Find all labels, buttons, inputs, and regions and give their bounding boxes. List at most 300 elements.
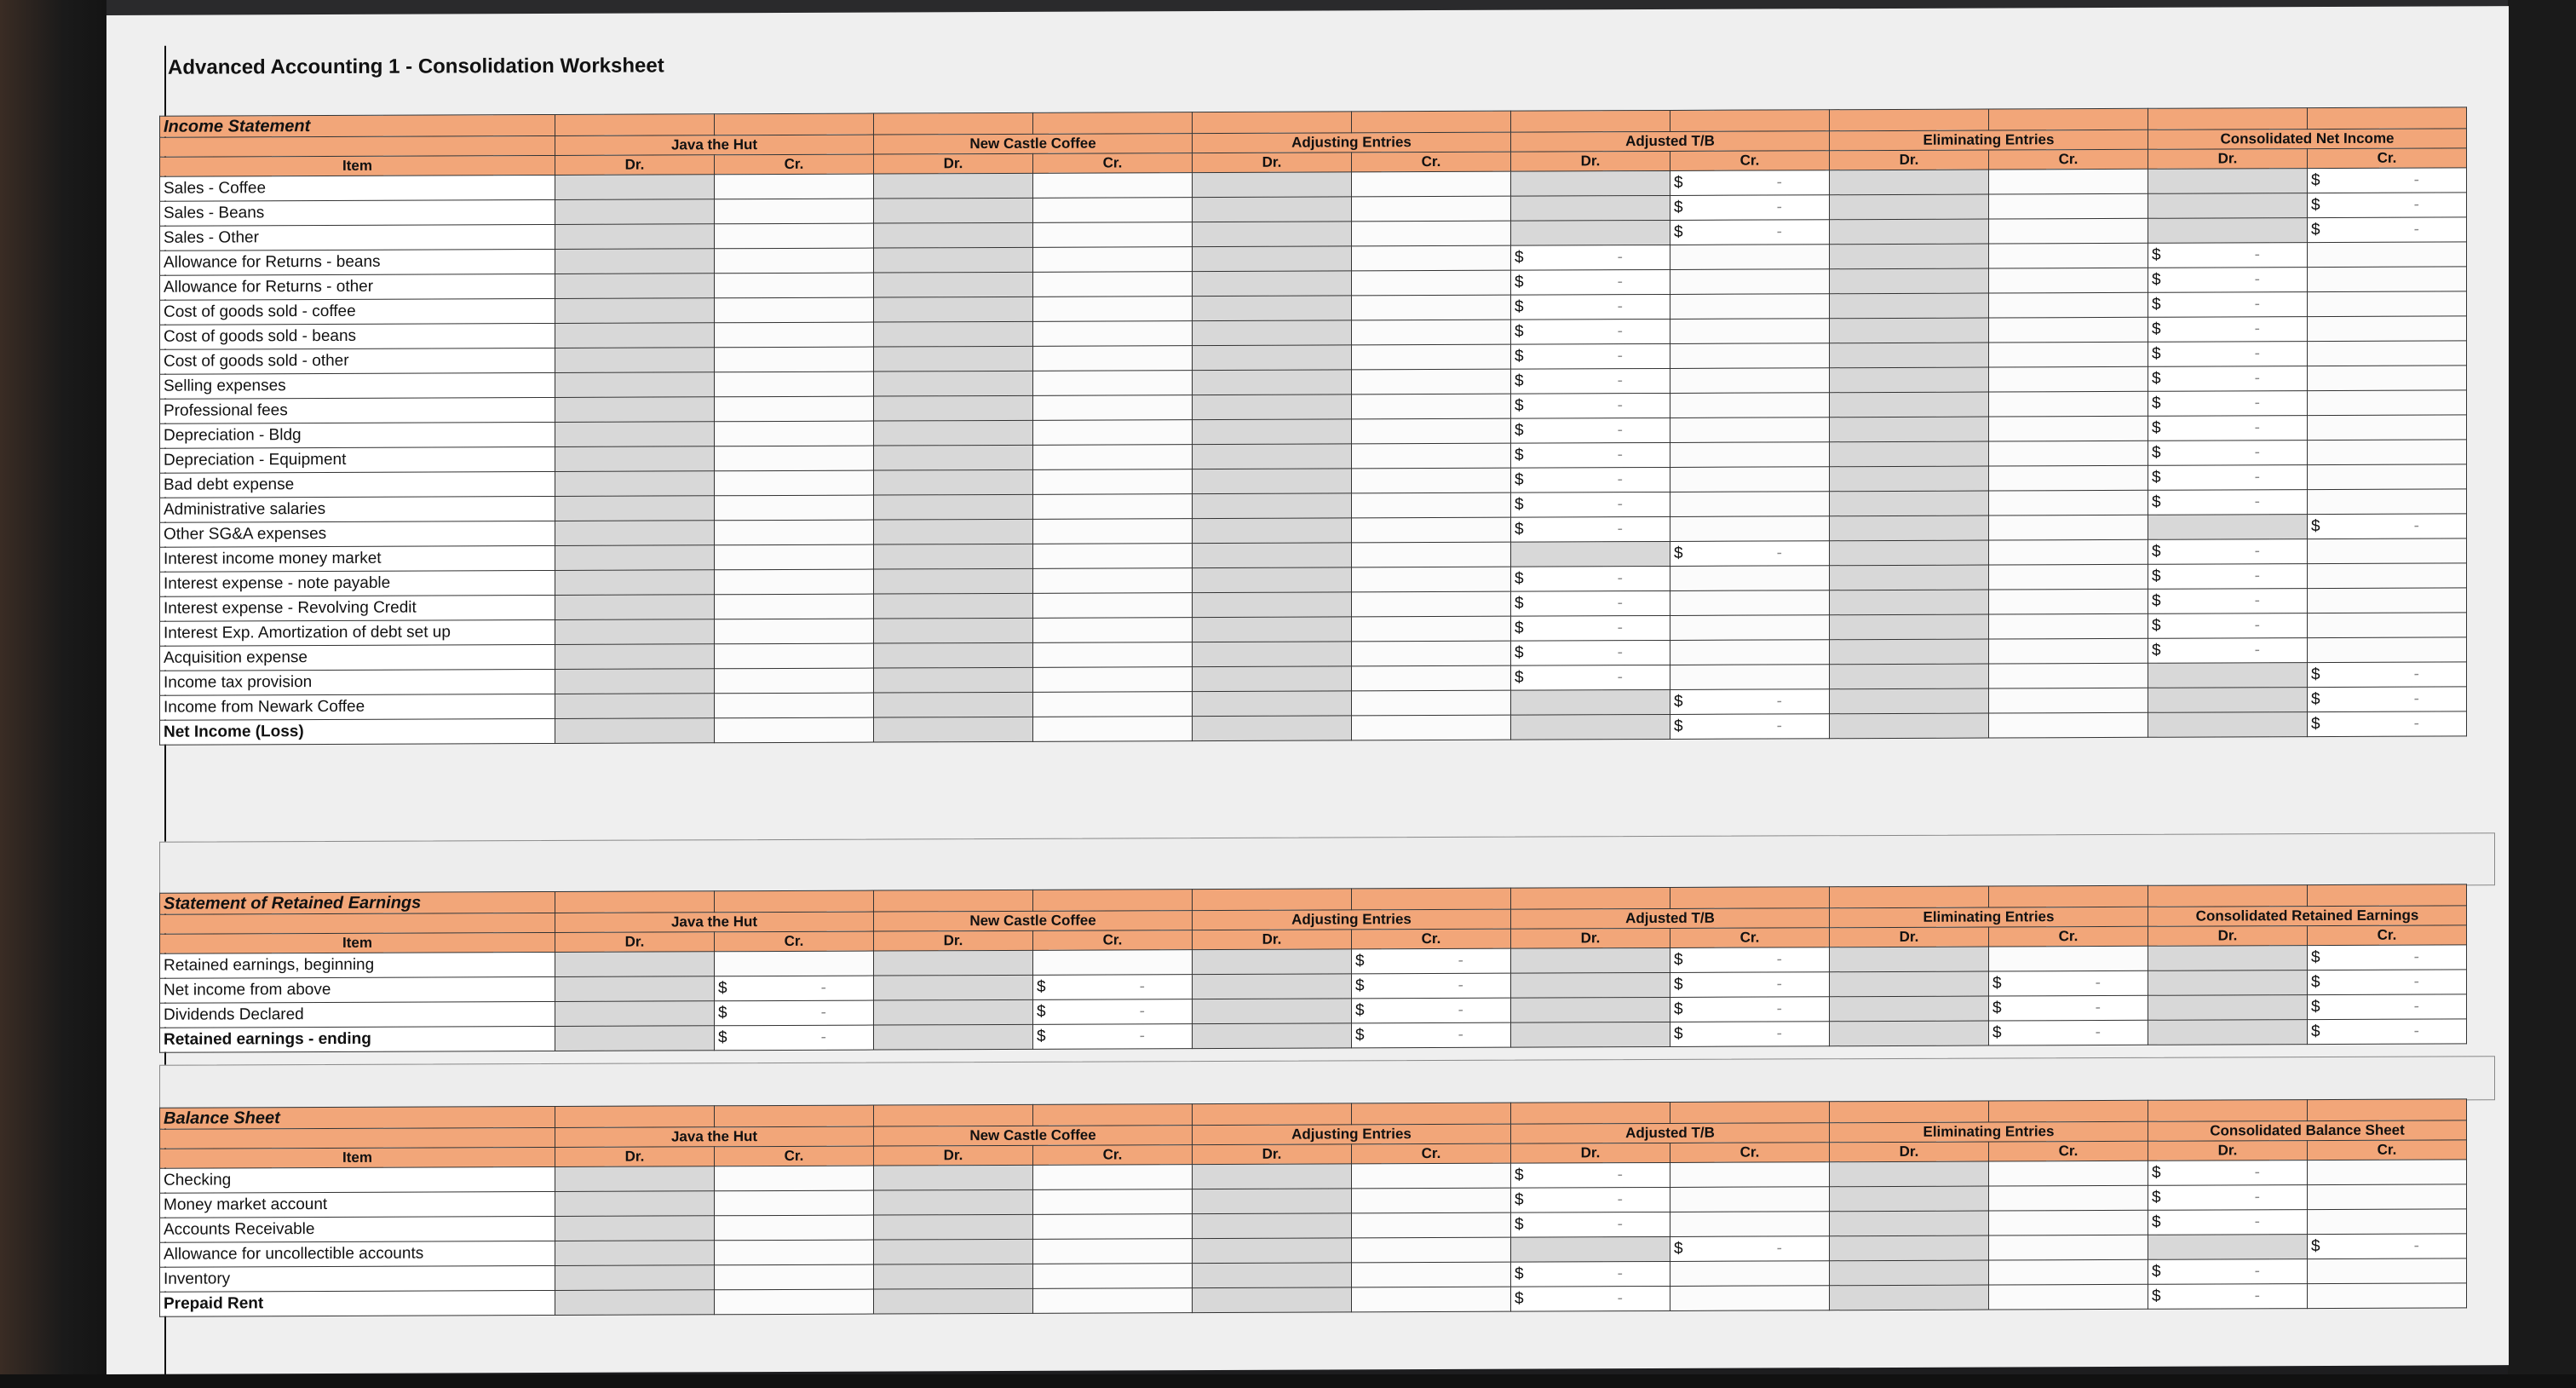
empty-cell[interactable]	[555, 669, 715, 694]
empty-cell[interactable]	[874, 420, 1033, 446]
empty-cell[interactable]	[1033, 222, 1193, 248]
empty-cell[interactable]	[1033, 371, 1193, 396]
empty-cell[interactable]	[2148, 688, 2308, 713]
amount-cell[interactable]	[1511, 467, 1670, 492]
empty-cell[interactable]	[874, 1239, 1033, 1264]
amount-cell[interactable]	[1511, 590, 1670, 616]
empty-cell[interactable]	[874, 975, 1033, 1000]
empty-cell[interactable]	[874, 568, 1033, 594]
amount-cell[interactable]	[1989, 970, 2148, 996]
empty-cell[interactable]	[1670, 269, 1830, 295]
amount-cell[interactable]	[2148, 243, 2308, 268]
empty-cell[interactable]	[1511, 220, 1670, 245]
empty-cell[interactable]	[1830, 688, 1989, 714]
empty-cell[interactable]	[2308, 1209, 2467, 1235]
empty-cell[interactable]	[874, 445, 1033, 470]
amount-cell[interactable]	[1511, 492, 1670, 517]
amount-cell[interactable]	[2148, 1161, 2308, 1186]
empty-cell[interactable]	[874, 297, 1033, 322]
empty-cell[interactable]	[715, 223, 874, 249]
amount-cell[interactable]	[2308, 1019, 2467, 1045]
amount-cell[interactable]	[1352, 948, 1511, 974]
empty-cell[interactable]	[874, 346, 1033, 371]
empty-cell[interactable]	[1352, 270, 1511, 296]
empty-cell[interactable]	[555, 496, 715, 521]
empty-cell[interactable]	[1989, 268, 2148, 293]
amount-cell[interactable]	[1033, 999, 1193, 1025]
empty-cell[interactable]	[715, 951, 874, 976]
empty-cell[interactable]	[555, 1001, 715, 1027]
empty-cell[interactable]	[715, 421, 874, 446]
empty-cell[interactable]	[874, 469, 1033, 495]
amount-cell[interactable]	[1511, 665, 1670, 690]
empty-cell[interactable]	[1989, 515, 2148, 540]
empty-cell[interactable]	[874, 272, 1033, 297]
empty-cell[interactable]	[1989, 292, 2148, 318]
empty-cell[interactable]	[1193, 1023, 1352, 1049]
empty-cell[interactable]	[555, 471, 715, 497]
empty-cell[interactable]	[2308, 538, 2467, 564]
empty-cell[interactable]	[1193, 1164, 1352, 1189]
empty-cell[interactable]	[2308, 341, 2467, 366]
empty-cell[interactable]	[874, 519, 1033, 544]
amount-cell[interactable]	[1511, 1261, 1670, 1287]
empty-cell[interactable]	[1670, 245, 1830, 270]
empty-cell[interactable]	[1193, 617, 1352, 642]
empty-cell[interactable]	[1033, 692, 1193, 717]
empty-cell[interactable]	[1830, 194, 1989, 220]
empty-cell[interactable]	[1352, 344, 1511, 370]
empty-cell[interactable]	[1033, 173, 1193, 199]
empty-cell[interactable]	[1670, 418, 1830, 443]
empty-cell[interactable]	[1511, 195, 1670, 221]
empty-cell[interactable]	[1193, 1263, 1352, 1288]
amount-cell[interactable]	[2148, 441, 2308, 466]
amount-cell[interactable]	[1511, 1286, 1670, 1311]
empty-cell[interactable]	[555, 323, 715, 348]
empty-cell[interactable]	[1352, 1237, 1511, 1263]
empty-cell[interactable]	[1989, 366, 2148, 392]
empty-cell[interactable]	[1352, 320, 1511, 345]
empty-cell[interactable]	[1193, 567, 1352, 593]
amount-cell[interactable]	[2148, 539, 2308, 565]
amount-cell[interactable]	[2148, 292, 2308, 318]
empty-cell[interactable]	[2148, 1235, 2308, 1260]
empty-cell[interactable]	[1033, 618, 1193, 643]
empty-cell[interactable]	[1033, 272, 1193, 297]
amount-cell[interactable]	[1511, 516, 1670, 542]
empty-cell[interactable]	[1830, 466, 1989, 492]
empty-cell[interactable]	[1670, 1261, 1830, 1287]
empty-cell[interactable]	[1989, 946, 2148, 971]
amount-cell[interactable]	[1033, 1024, 1193, 1050]
empty-cell[interactable]	[2148, 193, 2308, 219]
empty-cell[interactable]	[1511, 997, 1670, 1022]
empty-cell[interactable]	[1670, 467, 1830, 492]
empty-cell[interactable]	[1193, 444, 1352, 469]
amount-cell[interactable]	[1670, 220, 1830, 245]
empty-cell[interactable]	[1193, 974, 1352, 999]
empty-cell[interactable]	[1830, 713, 1989, 739]
empty-cell[interactable]	[1193, 949, 1352, 975]
empty-cell[interactable]	[555, 644, 715, 670]
empty-cell[interactable]	[1352, 369, 1511, 395]
empty-cell[interactable]	[2308, 1160, 2467, 1185]
amount-cell[interactable]	[1511, 442, 1670, 468]
empty-cell[interactable]	[1352, 1287, 1511, 1312]
empty-cell[interactable]	[2308, 390, 2467, 416]
amount-cell[interactable]	[2308, 945, 2467, 970]
empty-cell[interactable]	[1352, 295, 1511, 320]
empty-cell[interactable]	[1830, 515, 1989, 541]
amount-cell[interactable]	[1989, 995, 2148, 1021]
empty-cell[interactable]	[2148, 712, 2308, 738]
empty-cell[interactable]	[1352, 1163, 1511, 1189]
empty-cell[interactable]	[555, 570, 715, 596]
empty-cell[interactable]	[1193, 172, 1352, 198]
empty-cell[interactable]	[1193, 222, 1352, 247]
empty-cell[interactable]	[555, 175, 715, 200]
amount-cell[interactable]	[2308, 970, 2467, 995]
empty-cell[interactable]	[555, 1265, 715, 1291]
empty-cell[interactable]	[1989, 416, 2148, 441]
empty-cell[interactable]	[1670, 640, 1830, 665]
empty-cell[interactable]	[1830, 1161, 1989, 1187]
empty-cell[interactable]	[2308, 489, 2467, 515]
empty-cell[interactable]	[715, 174, 874, 199]
empty-cell[interactable]	[715, 322, 874, 348]
empty-cell[interactable]	[2148, 663, 2308, 688]
empty-cell[interactable]	[1193, 592, 1352, 618]
empty-cell[interactable]	[1989, 490, 2148, 515]
empty-cell[interactable]	[1989, 193, 2148, 219]
empty-cell[interactable]	[715, 520, 874, 545]
empty-cell[interactable]	[2308, 613, 2467, 638]
empty-cell[interactable]	[555, 595, 715, 620]
empty-cell[interactable]	[1033, 494, 1193, 520]
empty-cell[interactable]	[555, 545, 715, 571]
empty-cell[interactable]	[1830, 664, 1989, 689]
empty-cell[interactable]	[874, 1165, 1033, 1190]
empty-cell[interactable]	[1830, 947, 1989, 972]
empty-cell[interactable]	[715, 619, 874, 644]
empty-cell[interactable]	[1352, 443, 1511, 469]
empty-cell[interactable]	[1352, 196, 1511, 222]
amount-cell[interactable]	[1033, 975, 1193, 1000]
empty-cell[interactable]	[1830, 244, 1989, 269]
amount-cell[interactable]	[1511, 368, 1670, 394]
empty-cell[interactable]	[1670, 343, 1830, 369]
empty-cell[interactable]	[1352, 591, 1511, 617]
amount-cell[interactable]	[2148, 268, 2308, 293]
empty-cell[interactable]	[1830, 614, 1989, 640]
empty-cell[interactable]	[555, 224, 715, 250]
amount-cell[interactable]	[1511, 245, 1670, 270]
empty-cell[interactable]	[1830, 491, 1989, 516]
amount-cell[interactable]	[2308, 514, 2467, 539]
amount-cell[interactable]	[2148, 1185, 2308, 1211]
empty-cell[interactable]	[1830, 540, 1989, 566]
empty-cell[interactable]	[1989, 465, 2148, 491]
amount-cell[interactable]	[1670, 689, 1830, 715]
amount-cell[interactable]	[2148, 1210, 2308, 1235]
empty-cell[interactable]	[1989, 342, 2148, 367]
empty-cell[interactable]	[1830, 170, 1989, 195]
empty-cell[interactable]	[1193, 493, 1352, 519]
empty-cell[interactable]	[874, 1288, 1033, 1314]
amount-cell[interactable]	[2308, 662, 2467, 688]
empty-cell[interactable]	[1033, 950, 1193, 976]
amount-cell[interactable]	[1670, 714, 1830, 740]
empty-cell[interactable]	[1989, 589, 2148, 614]
empty-cell[interactable]	[1830, 441, 1989, 467]
empty-cell[interactable]	[874, 321, 1033, 347]
empty-cell[interactable]	[1193, 1287, 1352, 1313]
empty-cell[interactable]	[555, 1026, 715, 1051]
empty-cell[interactable]	[1033, 469, 1193, 495]
empty-cell[interactable]	[715, 371, 874, 397]
empty-cell[interactable]	[1830, 1285, 1989, 1310]
amount-cell[interactable]	[2148, 589, 2308, 614]
empty-cell[interactable]	[555, 199, 715, 225]
empty-cell[interactable]	[2148, 169, 2308, 194]
empty-cell[interactable]	[1193, 345, 1352, 371]
empty-cell[interactable]	[1033, 1288, 1193, 1314]
amount-cell[interactable]	[2148, 416, 2308, 441]
empty-cell[interactable]	[1670, 294, 1830, 320]
empty-cell[interactable]	[1352, 641, 1511, 666]
empty-cell[interactable]	[555, 521, 715, 546]
empty-cell[interactable]	[1830, 565, 1989, 590]
empty-cell[interactable]	[555, 298, 715, 324]
empty-cell[interactable]	[1989, 218, 2148, 244]
amount-cell[interactable]	[1511, 294, 1670, 320]
empty-cell[interactable]	[1033, 667, 1193, 693]
empty-cell[interactable]	[1193, 370, 1352, 395]
empty-cell[interactable]	[1830, 1211, 1989, 1236]
empty-cell[interactable]	[1193, 1238, 1352, 1264]
empty-cell[interactable]	[715, 1264, 874, 1290]
empty-cell[interactable]	[1352, 1188, 1511, 1213]
empty-cell[interactable]	[1193, 716, 1352, 741]
empty-cell[interactable]	[1033, 420, 1193, 446]
empty-cell[interactable]	[715, 594, 874, 619]
empty-cell[interactable]	[555, 1290, 715, 1316]
empty-cell[interactable]	[1670, 566, 1830, 591]
amount-cell[interactable]	[2148, 1259, 2308, 1285]
amount-cell[interactable]	[2148, 1284, 2308, 1310]
empty-cell[interactable]	[1830, 1186, 1989, 1212]
empty-cell[interactable]	[874, 1024, 1033, 1050]
empty-cell[interactable]	[1193, 518, 1352, 544]
empty-cell[interactable]	[1193, 469, 1352, 494]
empty-cell[interactable]	[1193, 543, 1352, 568]
empty-cell[interactable]	[2308, 242, 2467, 268]
amount-cell[interactable]	[715, 1025, 874, 1051]
empty-cell[interactable]	[1511, 947, 1670, 973]
empty-cell[interactable]	[1511, 689, 1670, 715]
empty-cell[interactable]	[555, 397, 715, 423]
empty-cell[interactable]	[1670, 319, 1830, 344]
amount-cell[interactable]	[2148, 317, 2308, 343]
empty-cell[interactable]	[874, 950, 1033, 976]
empty-cell[interactable]	[2148, 218, 2308, 244]
empty-cell[interactable]	[1830, 971, 1989, 997]
empty-cell[interactable]	[715, 1190, 874, 1216]
amount-cell[interactable]	[1511, 1187, 1670, 1212]
empty-cell[interactable]	[715, 396, 874, 422]
empty-cell[interactable]	[1033, 1239, 1193, 1264]
amount-cell[interactable]	[1352, 973, 1511, 999]
empty-cell[interactable]	[1830, 1235, 1989, 1261]
amount-cell[interactable]	[1511, 393, 1670, 418]
empty-cell[interactable]	[715, 717, 874, 743]
amount-cell[interactable]	[1670, 972, 1830, 998]
empty-cell[interactable]	[1511, 1022, 1670, 1047]
empty-cell[interactable]	[1989, 613, 2148, 639]
empty-cell[interactable]	[1033, 198, 1193, 223]
empty-cell[interactable]	[1033, 593, 1193, 619]
empty-cell[interactable]	[1352, 665, 1511, 691]
empty-cell[interactable]	[1352, 492, 1511, 518]
empty-cell[interactable]	[874, 1264, 1033, 1289]
amount-cell[interactable]	[2308, 193, 2467, 218]
amount-cell[interactable]	[2308, 687, 2467, 712]
empty-cell[interactable]	[1670, 590, 1830, 616]
empty-cell[interactable]	[1511, 972, 1670, 998]
empty-cell[interactable]	[1033, 346, 1193, 371]
empty-cell[interactable]	[1033, 1189, 1193, 1215]
empty-cell[interactable]	[1193, 395, 1352, 420]
empty-cell[interactable]	[715, 1215, 874, 1241]
empty-cell[interactable]	[1033, 395, 1193, 421]
amount-cell[interactable]	[1511, 343, 1670, 369]
amount-cell[interactable]	[1511, 319, 1670, 344]
empty-cell[interactable]	[1830, 590, 1989, 615]
amount-cell[interactable]	[1670, 541, 1830, 567]
amount-cell[interactable]	[2308, 994, 2467, 1020]
empty-cell[interactable]	[1193, 271, 1352, 297]
empty-cell[interactable]	[715, 643, 874, 669]
empty-cell[interactable]	[1033, 544, 1193, 569]
empty-cell[interactable]	[874, 173, 1033, 199]
empty-cell[interactable]	[1511, 541, 1670, 567]
empty-cell[interactable]	[1352, 542, 1511, 567]
amount-cell[interactable]	[1670, 997, 1830, 1022]
amount-cell[interactable]	[2148, 638, 2308, 664]
empty-cell[interactable]	[1989, 391, 2148, 417]
empty-cell[interactable]	[874, 247, 1033, 273]
empty-cell[interactable]	[555, 422, 715, 447]
empty-cell[interactable]	[1830, 996, 1989, 1022]
amount-cell[interactable]	[1670, 170, 1830, 196]
empty-cell[interactable]	[555, 976, 715, 1002]
empty-cell[interactable]	[2308, 366, 2467, 391]
empty-cell[interactable]	[1670, 516, 1830, 542]
empty-cell[interactable]	[1352, 1212, 1511, 1238]
empty-cell[interactable]	[715, 273, 874, 298]
empty-cell[interactable]	[1670, 615, 1830, 641]
empty-cell[interactable]	[1989, 317, 2148, 343]
empty-cell[interactable]	[555, 1166, 715, 1192]
amount-cell[interactable]	[2308, 1234, 2467, 1259]
empty-cell[interactable]	[1670, 442, 1830, 468]
empty-cell[interactable]	[1352, 616, 1511, 642]
empty-cell[interactable]	[1830, 318, 1989, 343]
empty-cell[interactable]	[1193, 1189, 1352, 1214]
empty-cell[interactable]	[1033, 297, 1193, 322]
empty-cell[interactable]	[1989, 169, 2148, 194]
empty-cell[interactable]	[874, 371, 1033, 396]
empty-cell[interactable]	[1989, 564, 2148, 590]
empty-cell[interactable]	[1989, 712, 2148, 738]
amount-cell[interactable]	[1511, 615, 1670, 641]
empty-cell[interactable]	[1989, 688, 2148, 713]
amount-cell[interactable]	[1352, 998, 1511, 1023]
empty-cell[interactable]	[1989, 441, 2148, 466]
empty-cell[interactable]	[1352, 171, 1511, 197]
empty-cell[interactable]	[874, 692, 1033, 717]
empty-cell[interactable]	[1352, 517, 1511, 543]
empty-cell[interactable]	[555, 952, 715, 977]
empty-cell[interactable]	[1033, 1264, 1193, 1289]
empty-cell[interactable]	[715, 199, 874, 224]
empty-cell[interactable]	[2148, 515, 2308, 540]
empty-cell[interactable]	[1670, 1187, 1830, 1212]
empty-cell[interactable]	[874, 642, 1033, 668]
empty-cell[interactable]	[874, 222, 1033, 248]
empty-cell[interactable]	[1511, 1236, 1670, 1262]
amount-cell[interactable]	[2148, 490, 2308, 515]
empty-cell[interactable]	[2148, 946, 2308, 971]
empty-cell[interactable]	[1989, 1210, 2148, 1235]
empty-cell[interactable]	[1193, 246, 1352, 272]
empty-cell[interactable]	[1193, 691, 1352, 717]
empty-cell[interactable]	[715, 1240, 874, 1265]
empty-cell[interactable]	[874, 395, 1033, 421]
empty-cell[interactable]	[1033, 321, 1193, 347]
empty-cell[interactable]	[715, 693, 874, 718]
empty-cell[interactable]	[715, 569, 874, 595]
amount-cell[interactable]	[715, 976, 874, 1001]
empty-cell[interactable]	[2308, 1283, 2467, 1309]
empty-cell[interactable]	[555, 446, 715, 472]
amount-cell[interactable]	[2308, 711, 2467, 737]
empty-cell[interactable]	[874, 1189, 1033, 1215]
amount-cell[interactable]	[2148, 564, 2308, 590]
empty-cell[interactable]	[874, 999, 1033, 1025]
empty-cell[interactable]	[2308, 1184, 2467, 1210]
amount-cell[interactable]	[1511, 1162, 1670, 1188]
empty-cell[interactable]	[1830, 219, 1989, 245]
empty-cell[interactable]	[874, 593, 1033, 619]
empty-cell[interactable]	[1352, 245, 1511, 271]
amount-cell[interactable]	[1670, 1236, 1830, 1262]
empty-cell[interactable]	[555, 694, 715, 719]
empty-cell[interactable]	[1989, 638, 2148, 664]
empty-cell[interactable]	[715, 446, 874, 471]
empty-cell[interactable]	[1670, 665, 1830, 690]
empty-cell[interactable]	[1989, 1235, 2148, 1260]
empty-cell[interactable]	[1352, 690, 1511, 716]
amount-cell[interactable]	[1670, 195, 1830, 221]
empty-cell[interactable]	[874, 198, 1033, 223]
empty-cell[interactable]	[1670, 1212, 1830, 1237]
empty-cell[interactable]	[1033, 1165, 1193, 1190]
empty-cell[interactable]	[1352, 715, 1511, 740]
empty-cell[interactable]	[874, 667, 1033, 693]
empty-cell[interactable]	[555, 1191, 715, 1217]
